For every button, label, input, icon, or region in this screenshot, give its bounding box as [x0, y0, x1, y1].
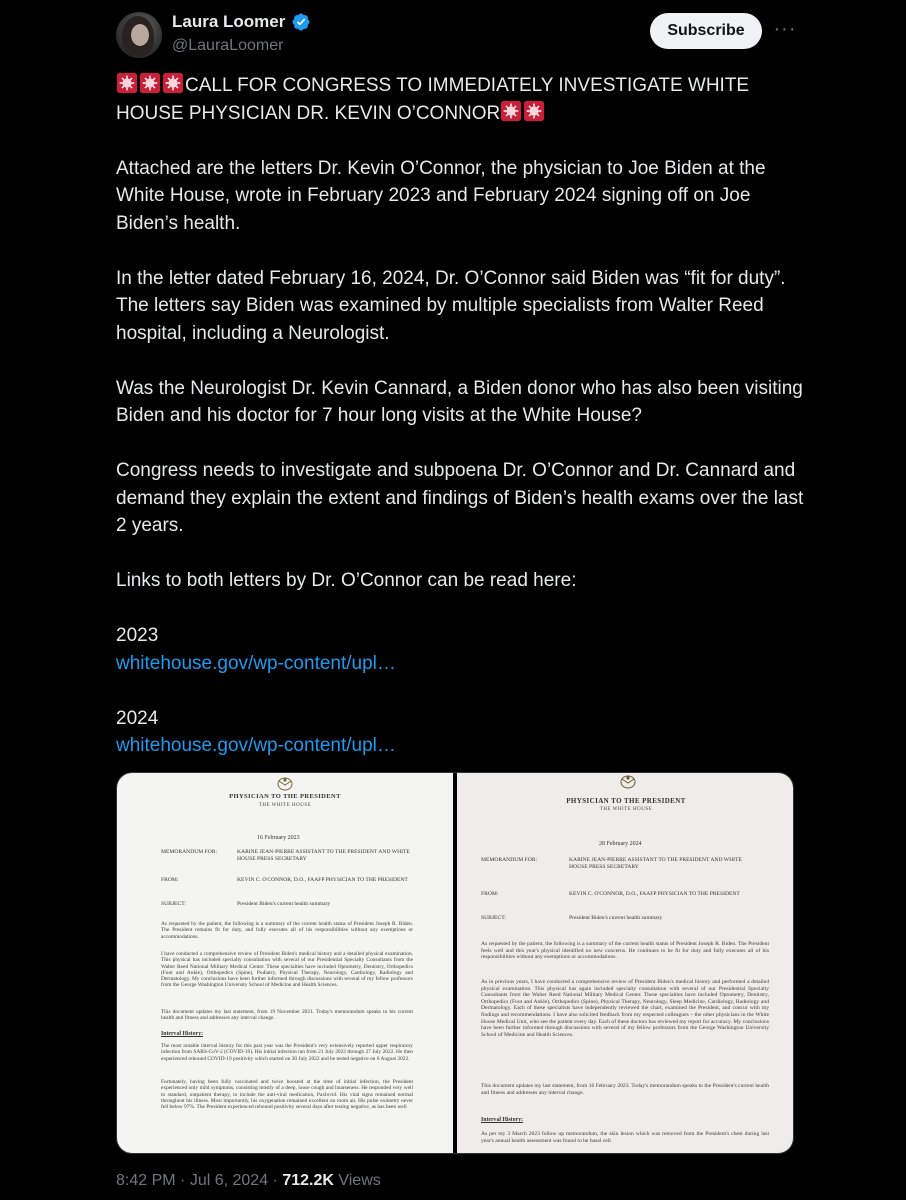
letter-office: PHYSICIAN TO THE PRESIDENT	[566, 797, 686, 805]
memo-from-label: FROM:	[161, 877, 179, 883]
tweet-text	[116, 72, 806, 760]
letter-paragraph: This document updates my last statement, from 19 November 2021. Today's memorandum speaks to his current health and fitness and addresses any interval change.	[161, 1009, 413, 1022]
memo-from-label: FROM:	[481, 891, 499, 897]
letter-date: 28 February 2024	[599, 841, 642, 847]
seal-icon	[617, 773, 639, 789]
letter-paragraph: I have conducted a comprehensive review of President Biden's medical history and a detailed physical examination. This physical has included specialty consultation with several of our Presidential Specialty Consultants from the Walter Reed National Military Medical Center. These specialties have included Optometry, Dentistry, Orthopedics (Foot and Ankle), Orthopedics (Spine), Podiatry, Physical Therapy, Neurology, Cardiology, Radiology and Dermatology. My conclusions have been further informed through discussions with several of my fellow professors from the George Washington University School of Medicine and Health Sciences.	[161, 951, 413, 989]
siren-icon	[162, 72, 184, 94]
letter-paragraph: As per my 3 March 2023 follow up memorandum, the skin lesion which was removed from the President's chest during last year's annual health assessment was found to be basal cell	[481, 1131, 769, 1144]
memo-from-value: KEVIN C. O'CONNOR, D.O., FAAFP PHYSICIAN TO THE PRESIDENT	[569, 891, 740, 897]
letter-paragraph: As requested by the patient, the following is a summary of the current health status of President Joseph R. Biden. The President remains fit for duty, and fully executes all of his responsibilities without any exemptions or accommodations.	[161, 921, 413, 940]
tweet-headline	[116, 72, 806, 127]
letter-date: 16 February 2023	[257, 835, 300, 841]
memo-from-row	[481, 891, 761, 898]
letter-paragraph: This document updates my last statement, from 16 February 2023. Today's memorandum speaks to the President's current health and fitness and addresses any interval change.	[481, 1083, 769, 1096]
letter-office: PHYSICIAN TO THE PRESIDENT	[229, 793, 341, 800]
letter-link-2023[interactable]: whitehouse.gov/wp-content/upl…	[116, 652, 396, 674]
author-name-row	[172, 12, 311, 32]
letter-image-2024[interactable]	[457, 773, 794, 1154]
letter-subtitle: THE WHITE HOUSE	[258, 803, 312, 808]
author-handle[interactable]: @LauraLoomer	[172, 37, 284, 54]
memo-for-label: MEMORANDUM FOR:	[481, 857, 538, 863]
avatar-face	[131, 24, 149, 46]
tweet-time[interactable]: 8:42 PM	[116, 1172, 176, 1189]
memo-for-label: MEMORANDUM FOR:	[161, 849, 218, 855]
year-label-2024: 2024	[116, 707, 159, 729]
siren-icon	[116, 72, 138, 94]
letter-paragraph: Fortunately, having been fully vaccinated and twice boosted at the time of initial infection, the President experienced only mild symptoms, consisting mostly of a deep, loose cough and hoarseness. He responded very well to standard, outpatient therapy, to include the anti-viral medication, Paxlovid. His vital signs remained normal throughout his illness. Most importantly, his oxygenation remained excellent on room air. His pulse oximetry never fell below 97%. The President experienced rebound positivity several days after testing negative, as has been well	[161, 1079, 413, 1111]
memo-for-row	[481, 857, 761, 870]
year-label-2023: 2023	[116, 625, 159, 646]
memo-subject-label: SUBJECT:	[161, 901, 186, 907]
letter-paragraph: As requested by the patient, the following is a summary of the current health status of President Joseph R. Biden. The President feels well and this year's physical identified no new concerns. He continues to be fit for duty and fully executes all of his responsibilities without any exemptions or accommodations.	[481, 941, 769, 961]
tweet-paragraph: Congress needs to investigate and subpoena Dr. O’Connor and Dr. Cannard and demand they explain the extent and findings of Biden’s health exams over the last 2 years.	[116, 460, 804, 536]
memo-for-value: KARINE JEAN-PIERRE ASSISTANT TO THE PRESIDENT AND WHITE HOUSE PRESS SECRETARY	[569, 857, 742, 870]
headline-text: CALL FOR CONGRESS TO IMMEDIATELY INVESTIGATE WHITE HOUSE PHYSICIAN DR. KEVIN O’CONNOR	[116, 75, 750, 124]
views-count: 712.2K	[282, 1172, 334, 1189]
memo-for-row	[161, 849, 411, 862]
memo-for-value: KARINE JEAN-PIERRE ASSISTANT TO THE PRESIDENT AND WHITE HOUSE PRESS SECRETARY	[237, 849, 410, 862]
siren-icon	[139, 72, 161, 94]
memo-from-row	[161, 877, 411, 884]
more-icon[interactable]: ···	[773, 17, 797, 40]
tweet-meta	[116, 1172, 381, 1190]
views-label: Views	[333, 1172, 381, 1189]
interval-history-heading: Interval History:	[481, 1117, 524, 1123]
memo-subject-label: SUBJECT:	[481, 915, 506, 921]
letter-paragraph: As in previous years, I have conducted a comprehensive review of President Biden's medical history and performed a detailed physical examination. This physical has again included specialty consultation with several of our Presidential Specialty Consultants from the Walter Reed National Military Medical Center. These specialties have included Optometry, Dentistry, Orthopedics (Foot and Ankle), Orthopedics (Spine), Physical Therapy, Neurology, Sleep Medicine, Cardiology, Radiology and Dermatology. Each of these specialists have independently reviewed the chart, examined the President, and concur with my findings and recommendations. I have also solicited feedback from my respected colleagues – the other physicians in the White House Medical Unit, who see the patient every day. Each of these doctors has reviewed my report for accuracy. My conclusions have been further informed through discussions with several of my fellow professors from the George Washington University School of Medicine and Health Sciences.	[481, 979, 769, 1038]
letter-link-2024[interactable]: whitehouse.gov/wp-content/upl…	[116, 735, 396, 756]
subscribe-button[interactable]: Subscribe	[650, 13, 762, 49]
meta-separator: ·	[175, 1172, 190, 1189]
siren-icon	[500, 100, 522, 122]
tweet-header	[0, 0, 906, 70]
verified-badge-icon	[291, 12, 311, 32]
memo-from-value: KEVIN C. O'CONNOR, D.O., FAAFP PHYSICIAN TO THE PRESIDENT	[237, 877, 408, 883]
letter-image-2023[interactable]	[117, 773, 453, 1154]
tweet-paragraph: Links to both letters by Dr. O’Connor can be read here:	[116, 570, 577, 591]
media-grid	[116, 772, 794, 1154]
seal-icon	[274, 775, 296, 791]
interval-history-heading: Interval History:	[161, 1031, 204, 1037]
memo-subject-row	[161, 901, 411, 908]
tweet-paragraph: Attached are the letters Dr. Kevin O’Connor, the physician to Joe Biden at the White House, wrote in February 2023 and February 2024 signing off on Joe Biden’s health.	[116, 157, 766, 234]
tweet-paragraph: In the letter dated February 16, 2024, Dr. O’Connor said Biden was “fit for duty”. The letters say Biden was examined by multiple specialists from Walter Reed hospital, including a Neurologist.	[116, 267, 786, 344]
siren-icon	[523, 100, 545, 122]
author-display-name[interactable]: Laura Loomer	[172, 12, 286, 31]
memo-subject-value: President Biden's current health summary	[237, 901, 331, 907]
letter-paragraph: The most notable interval history for this past year was the President's very extensively reported upper respiratory infection from SARS-CoV-2 (COVID-19). His initial infection ran from 21 July 2022 through 27 July 2022. He then experienced rebound COVID-19 positivity which started on 30 July 2022 and he tested negative on 6 August 2022.	[161, 1043, 413, 1062]
tweet-paragraph: Was the Neurologist Dr. Kevin Cannard, a Biden donor who has also been visiting Biden and his doctor for 7 hour long visits at the White House?	[116, 377, 803, 426]
memo-subject-row	[481, 915, 761, 922]
tweet-date[interactable]: Jul 6, 2024	[189, 1172, 269, 1189]
avatar[interactable]	[116, 12, 162, 58]
memo-subject-value: President Biden's current health summary	[569, 915, 663, 921]
meta-separator: ·	[268, 1172, 283, 1189]
letter-subtitle: THE WHITE HOUSE	[599, 807, 653, 812]
